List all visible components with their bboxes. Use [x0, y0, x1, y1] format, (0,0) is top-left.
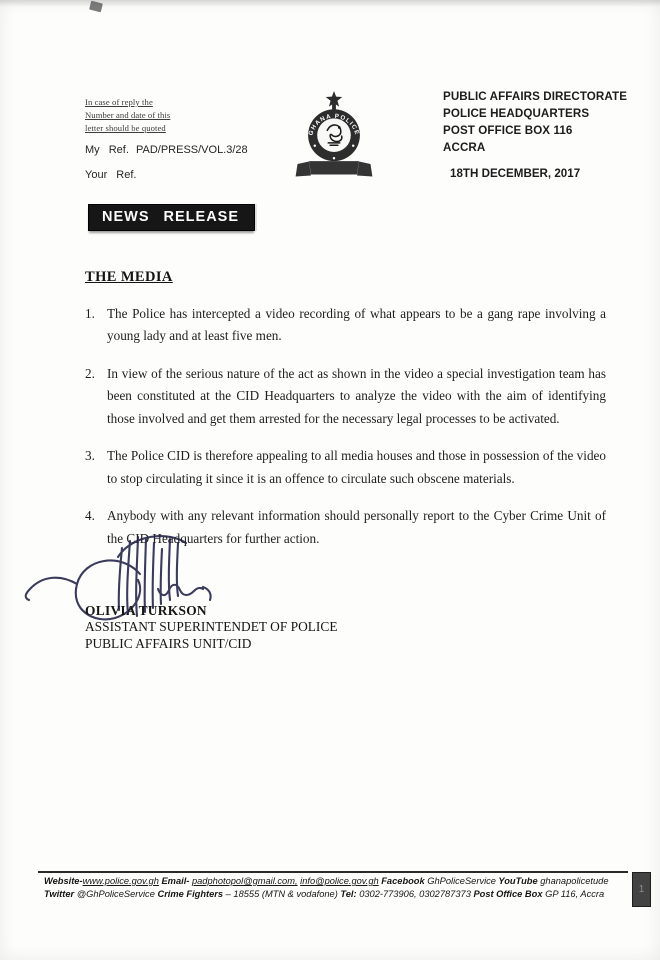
- crime-fighters-label: Crime Fighters: [154, 889, 226, 900]
- footer-divider: [38, 871, 628, 873]
- my-ref-value: PAD/PRESS/VOL.3/28: [135, 144, 248, 156]
- signatory-block: [85, 603, 338, 652]
- address-line: POST OFFICE BOX 116: [443, 124, 573, 138]
- crest-ring-text: GHANA POLICE: [307, 112, 361, 137]
- my-ref-line: [85, 144, 248, 156]
- postbox-value: GP 116, Accra: [545, 889, 605, 900]
- facebook-handle: GhPoliceService: [427, 876, 496, 886]
- crest-ribbon-icon: [296, 161, 373, 176]
- email-link: padphotopol@gmail.com,: [191, 876, 298, 886]
- youtube-handle: ghanapolicetude: [540, 876, 609, 886]
- letter-date: 18TH DECEMBER, 2017: [450, 167, 581, 180]
- postbox-label: Post Office Box: [470, 889, 546, 900]
- address-line: PUBLIC AFFAIRS DIRECTORATE: [443, 90, 628, 103]
- tel-numbers: 0302-773906, 0302787373: [359, 889, 471, 900]
- item-number: 1.: [85, 306, 95, 321]
- your-ref-line: [85, 169, 136, 181]
- website-label: Website-: [44, 876, 83, 886]
- reply-note-line: letter should be quoted: [85, 122, 166, 133]
- facebook-label: Facebook: [378, 876, 428, 886]
- signatory-name: OLIVIA TURKSON: [85, 603, 207, 618]
- reply-note-line: Number and date of this: [85, 109, 171, 120]
- list-item: [85, 303, 606, 348]
- item-number: 2.: [85, 365, 95, 381]
- my-ref-label: My Ref.: [85, 144, 129, 156]
- item-text: In view of the serious nature of the act as shown in the video a special investigation team has been constituted at the CID Headquarters to analyze the video with the aim of identifying those involved and get them arrested for the necessary legal processes to be activated.: [107, 365, 606, 426]
- item-number: 4.: [85, 508, 95, 524]
- scan-artifact: [89, 1, 103, 13]
- twitter-label: Twitter: [44, 889, 77, 900]
- page-number-tab: 1: [632, 872, 651, 907]
- sender-address: [443, 88, 627, 157]
- website-link: www.police.gov.gh: [82, 876, 159, 886]
- signatory-title: ASSISTANT SUPERINTENDET OF POLICE: [85, 619, 338, 635]
- signatory-unit: PUBLIC AFFAIRS UNIT/CID: [85, 635, 252, 651]
- news-release-banner: NEWS RELEASE: [88, 204, 255, 231]
- your-ref-label: Your Ref.: [85, 169, 137, 181]
- footer-line-2: [44, 888, 626, 901]
- list-item: [85, 363, 606, 430]
- item-text: Anybody with any relevant information should personally report to the Cyber Crime Unit of the CID Headquarters for further action.: [107, 508, 606, 546]
- item-number: 3.: [85, 448, 95, 464]
- tel-label: Tel:: [340, 889, 360, 900]
- email-link-2: info@police.gov.gh: [300, 876, 379, 886]
- salutation-heading: THE MEDIA: [85, 269, 173, 285]
- footer-contacts: [44, 875, 626, 902]
- list-item: [85, 445, 606, 490]
- reply-note-line: In case of reply the: [85, 97, 153, 107]
- email-label: Email-: [158, 876, 192, 886]
- address-line: POLICE HEADQUARTERS: [443, 107, 590, 121]
- ghana-police-crest-icon: [286, 88, 382, 190]
- address-line: ACCRA: [443, 141, 486, 155]
- reply-note: [85, 96, 215, 135]
- crime-fighters-number: – 18555 (MTN & vodafone): [225, 889, 341, 900]
- item-text: The Police CID is therefore appealing to all media houses and those in possession of the video to stop circulating it since it is an offence to circulate such obscene materials.: [107, 448, 606, 486]
- item-text: The Police has intercepted a video recording of what appears to be a gang rape involving a young lady and at least five men.: [107, 306, 606, 344]
- youtube-label: YouTube: [495, 876, 541, 886]
- twitter-handle: @GhPoliceService: [76, 889, 155, 900]
- footer-line-1: [44, 875, 626, 888]
